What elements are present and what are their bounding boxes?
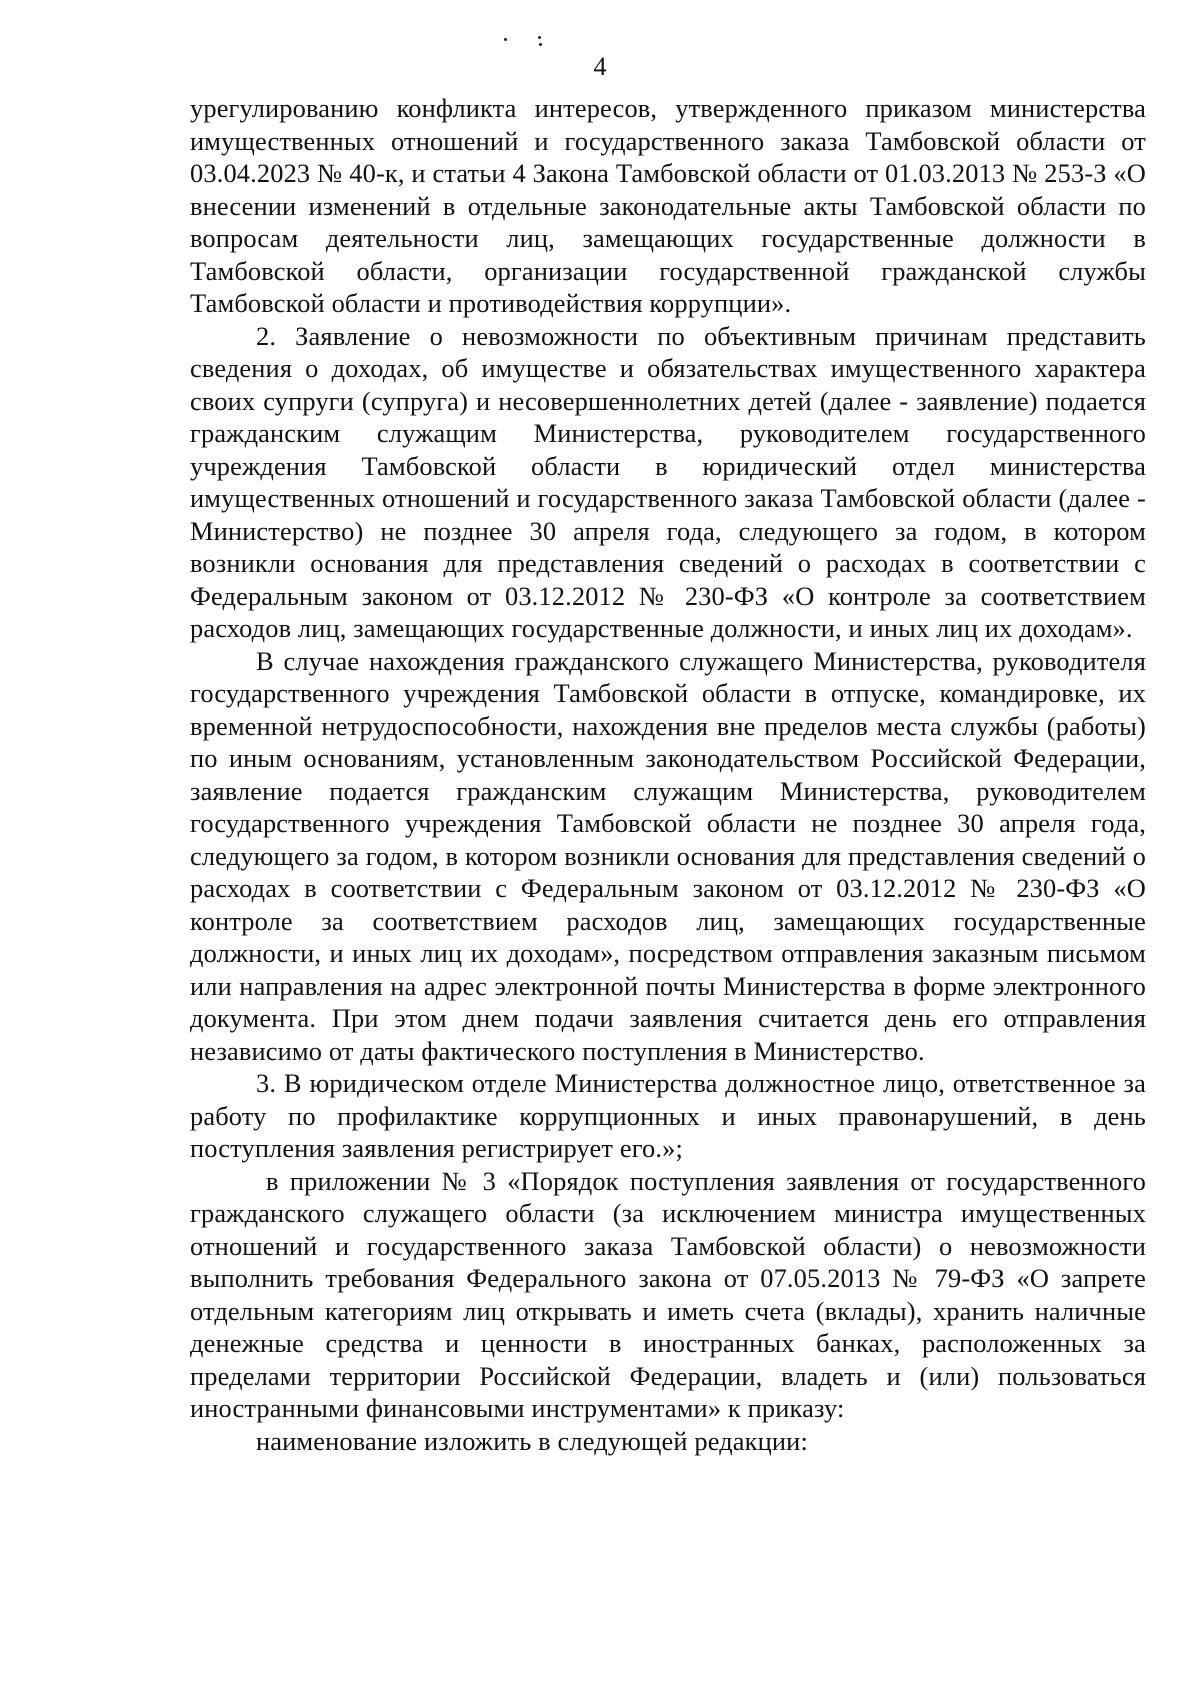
scan-speck — [538, 36, 541, 39]
paragraph-item-3: 3. В юридическом отделе Министерства должностное лицо, ответственное за работу по профилактике коррупционных и иных правонарушений, в день поступления заявления регистрирует его.»; — [190, 1068, 1146, 1163]
page-number: 4 — [593, 52, 607, 81]
paragraph-vacation-case: В случае нахождения гражданского служащего Министерства, руководителя государственного учреждения Тамбовской области в отпуске, командировке, их временной нетрудоспособности, нахождения вне пределов места службы (работы) по иным основаниям, установленным законодательством Российской Федерации, заявление подается гражданским служащим Министерства, руководителем государственного учреждения Тамбовской области не позднее 30 апреля года, следующего за годом, в котором возникли основания для представления сведений о расходах в соответствии с Федеральным законом от 03.12.2012 № 230-ФЗ «О контроле за соответствием расходов лиц, замещающих государственные должности, и иных лиц их доходам», посредством отправления заказным письмом или направления на адрес электронной почты Министерства в форме электронного документа. При этом днем подачи заявления считается день его отправления независимо от даты фактического поступления в Министерство. — [190, 645, 1146, 1066]
document-body — [190, 92, 1146, 1457]
scan-speck — [539, 43, 542, 46]
scan-specks — [498, 34, 548, 48]
paragraph-appendix-3: в приложении № 3 «Порядок поступления заявления от государственного гражданского служащего области (за исключением министра имущественных отношений и государственного заказа Тамбовской области) о невозможности выполнить требования Федерального закона от 07.05.2013 № 79-ФЗ «О запрете отдельным категориям лиц открывать и иметь счета (вклады), хранить наличные денежные средства и ценности в иностранных банках, расположенных за пределами территории Российской Федерации, владеть и (или) пользоваться иностранными финансовыми инструментами» к приказу: — [190, 1165, 1146, 1423]
paragraph-continuation: урегулированию конфликта интересов, утвержденного приказом министерства имущественных отношений и государственного заказа Тамбовской области от 03.04.2023 № 40-к, и статьи 4 Закона Тамбовской области от 01.03.2013 № 253-З «О внесении изменений в отдельные законодательные акты Тамбовской области по вопросам деятельности лиц, замещающих государственные должности в Тамбовской области, организации государственной гражданской службы Тамбовской области и противодействия коррупции». — [190, 93, 1146, 318]
paragraph-item-2: 2. Заявление о невозможности по объективным причинам представить сведения о доходах, об имуществе и обязательствах имущественного характера своих супруги (супруга) и несовершеннолетних детей (далее - заявление) подается гражданским служащим Министерства, руководителем государственного учреждения Тамбовской области в юридический отдел министерства имущественных отношений и государственного заказа Тамбовской области (далее - Министерство) не позднее 30 апреля года, следующего за годом, в котором возникли основания для представления сведений о расходах в соответствии с Федеральным законом от 03.12.2012 № 230-ФЗ «О контроле за соответствием расходов лиц, замещающих государственные должности, и иных лиц их доходам». — [190, 320, 1146, 643]
scan-speck — [504, 38, 507, 41]
paragraph-rename: наименование изложить в следующей редакции: — [256, 1425, 808, 1456]
